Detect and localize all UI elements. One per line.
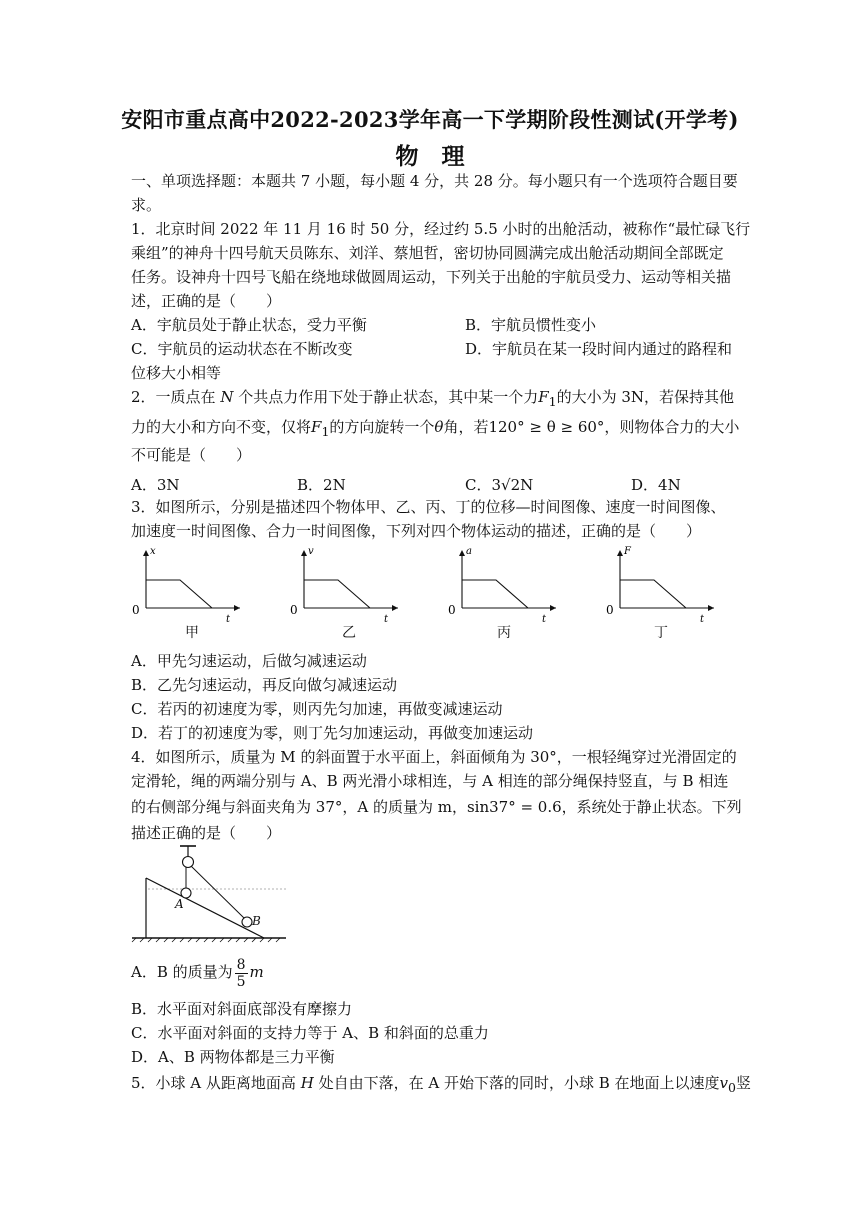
q1-line2: 乘组”的神舟十四号航天员陈东、刘洋、蔡旭哲，密切协同圆满完成出舱活动期间全部既定 (131, 244, 724, 262)
q4-equation: sin37° = 0.6 (466, 798, 562, 816)
graph-line (620, 580, 686, 608)
q3-option-d: D．若丁的初速度为零，则丁先匀加速运动，再做变加速运动 (131, 724, 534, 742)
q5-line1 (131, 1072, 751, 1099)
q1-line3: 任务。设神舟十四号飞船在绕地球做圆周运动，下列关于出舱的宇航员受力、运动等相关描 (131, 268, 732, 286)
graph-jia (130, 546, 280, 642)
q2-text: 个共点力作用下处于静止状态，其中某一个力 (238, 388, 539, 406)
graph-label-bing: 丙 (497, 625, 511, 641)
graph-line (462, 580, 528, 608)
value-axis-arrow (617, 550, 623, 556)
graph-svg (130, 546, 280, 642)
q5-text: 处自由下落，在 A 开始下落的同时，小球 B 在地面上以速度 (318, 1074, 720, 1092)
graph-line (146, 580, 212, 608)
ball-b-label: B (252, 914, 261, 928)
q2-theta: θ (434, 418, 444, 436)
q2-text: ，则物体合力的大小 (604, 418, 740, 436)
value-axis-arrow (143, 550, 149, 556)
q2-option-c-value: 3√2N (491, 476, 534, 494)
origin-label: 0 (132, 603, 140, 617)
t-axis-label: t (226, 614, 231, 625)
graph-yi (288, 546, 438, 642)
fraction-numerator: 8 (236, 956, 246, 973)
q1-line4: 述，正确的是（ ） (131, 292, 282, 310)
q1-option-c: C．宇航员的运动状态在不断改变 (131, 340, 353, 358)
q2-line1 (131, 386, 734, 413)
q2-option-a: A．3N (131, 476, 180, 494)
q2-line3: 不可能是（ ） (131, 446, 252, 464)
graph-ding (604, 546, 754, 642)
q4-line2: 定滑轮，绳的两端分别与 A、B 两光滑小球相连，与 A 相连的部分绳保持竖直，与 B 相连 (131, 772, 729, 790)
q3-option-b: B．乙先匀速运动，再反向做匀减速运动 (131, 676, 398, 694)
origin-label: 0 (606, 603, 614, 617)
graph-svg (446, 546, 596, 642)
axis-label: v (308, 546, 314, 557)
incline-diagram (128, 842, 293, 944)
subject-title: 物 理 (395, 143, 465, 170)
q2-text: 角，若 (443, 418, 489, 436)
q2-option-c (465, 474, 533, 495)
q4-option-b: B．水平面对斜面底部没有摩擦力 (131, 1000, 353, 1018)
axis-label: x (150, 546, 156, 557)
graph-label-ding: 丁 (654, 625, 668, 641)
origin-label: 0 (448, 603, 456, 617)
q4-text: ，系统处于静止状态。下列 (561, 798, 742, 816)
time-axis-arrow (392, 605, 398, 611)
q4-option-a (131, 954, 264, 990)
value-axis-arrow (301, 550, 307, 556)
graph-line (304, 580, 370, 608)
q4-line3 (131, 796, 742, 818)
q5-text: 竖 (735, 1074, 751, 1092)
q1-option-b: B．宇航员惯性变小 (465, 316, 597, 334)
section-intro-line2: 求。 (131, 196, 162, 214)
q5-var-v: v (719, 1074, 728, 1092)
section-intro-line1: 一、单项选择题：本题共 7 小题，每小题 4 分，共 28 分。每小题只有一个选项符合题目要 (131, 172, 738, 190)
q2-text: 2．一质点在 (131, 388, 216, 406)
fraction (235, 957, 248, 990)
graph-label-jia: 甲 (185, 625, 199, 641)
fraction-denominator: 5 (236, 973, 246, 990)
t-axis-label: t (542, 614, 547, 625)
q4-option-d: D．A、B 两物体都是三力平衡 (131, 1048, 335, 1066)
q2-var-f: F (538, 388, 549, 406)
q2-var-n: N (220, 388, 234, 406)
t-axis-label: t (384, 614, 389, 625)
value-axis-arrow (459, 550, 465, 556)
graph-bing (446, 546, 596, 642)
q3-option-a: A．甲先匀速运动，后做匀减速运动 (131, 652, 367, 670)
q2-sub: 1 (321, 424, 330, 439)
q2-text: 力的大小和方向不变，仅将 (131, 418, 312, 436)
t-axis-label: t (700, 614, 705, 625)
q3-line2: 加速度一时间图像、合力一时间图像，下列对四个物体运动的描述，正确的是（ ） (131, 522, 702, 540)
time-axis-arrow (234, 605, 240, 611)
q1-line1: 1．北京时间 2022 年 11 月 16 时 50 分，经过约 5.5 小时的出舱活动，被称作“最忙碌飞行 (131, 220, 751, 238)
origin-label: 0 (290, 603, 298, 617)
q2-option-d: D．4N (631, 476, 681, 494)
exam-title: 安阳市重点高中2022-2023学年高一下学期阶段性测试(开学考) (121, 107, 739, 132)
q4-option-a-text: A．B 的质量为 (131, 963, 233, 981)
graph-svg (604, 546, 754, 642)
q4-line4: 描述正确的是（ ） (131, 824, 282, 842)
axis-label: F (624, 546, 631, 557)
q2-option-c-prefix: C． (465, 476, 492, 494)
time-axis-arrow (708, 605, 714, 611)
q2-text: 的大小为 3N，若保持其他 (556, 388, 735, 406)
time-axis-arrow (550, 605, 556, 611)
q4-option-c: C．水平面对斜面的支持力等于 A、B 和斜面的总重力 (131, 1024, 489, 1042)
q2-option-b: B．2N (297, 476, 346, 494)
q2-sub: 1 (548, 394, 557, 409)
q1-option-d-cont: 位移大小相等 (131, 364, 222, 382)
q1-option-d: D．宇航员在某一段时间内通过的路程和 (465, 340, 733, 358)
q2-var-f: F (311, 418, 322, 436)
q1-option-a: A．宇航员处于静止状态，受力平衡 (131, 316, 367, 334)
graph-svg (288, 546, 438, 642)
q4-line1: 4．如图所示，质量为 M 的斜面置于水平面上，斜面倾角为 30°，一根轻绳穿过光滑固定的 (131, 748, 737, 766)
q5-sub: 0 (728, 1080, 736, 1095)
axis-label: a (466, 546, 472, 557)
q3-option-c: C．若丙的初速度为零，则丙先匀加速，再做变减速运动 (131, 700, 503, 718)
q3-line1: 3．如图所示，分别是描述四个物体甲、乙、丙、丁的位移—时间图像、速度一时间图像、 (131, 498, 726, 516)
q2-text: 的方向旋转一个 (329, 418, 435, 436)
q2-inequality: 120° ≥ θ ≥ 60° (488, 418, 605, 436)
ball-a-label: A (175, 897, 184, 911)
graph-label-yi: 乙 (342, 625, 356, 641)
q4-var-m: m (249, 963, 264, 981)
q2-line2 (131, 416, 739, 443)
q4-text: 的右侧部分绳与斜面夹角为 37°，A 的质量为 m， (131, 798, 467, 816)
q5-text: 5．小球 A 从距离地面高 (131, 1074, 296, 1092)
q5-var-h: H (300, 1074, 314, 1092)
